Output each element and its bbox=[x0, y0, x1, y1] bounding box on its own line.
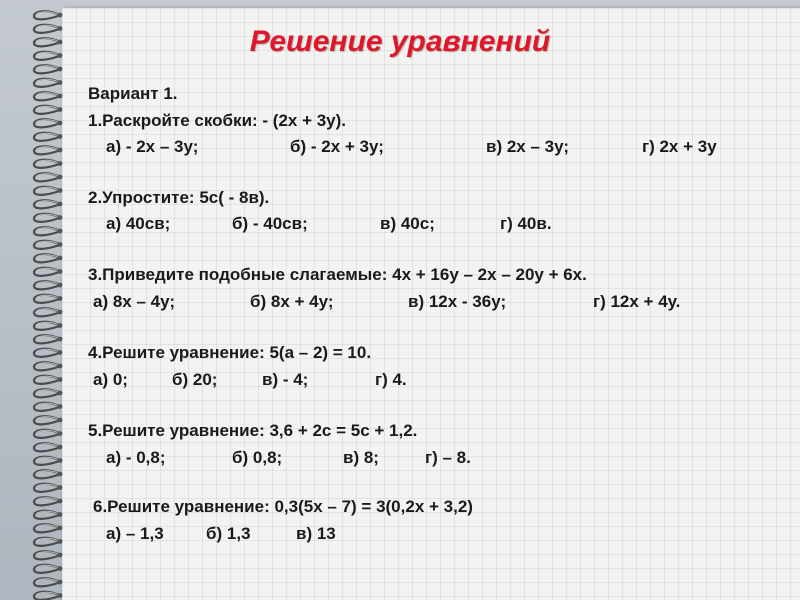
task-4-option-c: в) - 4; bbox=[262, 370, 309, 389]
spiral-ring-icon bbox=[34, 65, 62, 73]
task-6-question: 6.Решите уравнение: 0,3(5х – 7) = 3(0,2х + 3,2) bbox=[93, 497, 473, 516]
task-3-option-a: а) 8х – 4у; bbox=[93, 292, 175, 311]
spiral-ring-icon bbox=[34, 484, 62, 492]
task-3-option-b: б) 8х + 4у; bbox=[250, 292, 334, 311]
spiral-ring-icon bbox=[34, 524, 62, 532]
task-2-option-c: в) 40с; bbox=[380, 214, 435, 233]
spiral-ring-icon bbox=[34, 160, 62, 168]
spiral-ring-icon bbox=[34, 430, 62, 438]
spiral-ring-icon bbox=[34, 335, 62, 343]
spiral-ring-icon bbox=[34, 578, 62, 586]
task-6-option-b: б) 1,3 bbox=[206, 524, 251, 543]
spiral-ring-icon bbox=[34, 362, 62, 370]
task-6-option-a: а) – 1,3 bbox=[106, 524, 164, 543]
spiral-ring-icon bbox=[34, 349, 62, 357]
spiral-ring-icon bbox=[34, 457, 62, 465]
spiral-ring-icon bbox=[34, 11, 62, 19]
spiral-ring-icon bbox=[34, 173, 62, 181]
spiral-ring-icon bbox=[34, 92, 62, 100]
task-1-option-a: а) - 2х – 3у; bbox=[106, 137, 199, 156]
spiral-ring-icon bbox=[34, 443, 62, 451]
spiral-ring-icon bbox=[34, 592, 62, 600]
task-5-option-b: б) 0,8; bbox=[232, 448, 283, 467]
spiral-binding-icon bbox=[28, 4, 68, 600]
spiral-ring-icon bbox=[34, 389, 62, 397]
spiral-ring-icon bbox=[34, 376, 62, 384]
task-3-option-d: г) 12х + 4у. bbox=[593, 292, 681, 311]
task-2-option-b: б) - 40св; bbox=[232, 214, 308, 233]
spiral-ring-icon bbox=[34, 322, 62, 330]
spiral-ring-icon bbox=[34, 268, 62, 276]
task-5-option-c: в) 8; bbox=[343, 448, 379, 467]
variant-label: Вариант 1. bbox=[88, 84, 178, 103]
spiral-ring-icon bbox=[34, 241, 62, 249]
task-1-option-c: в) 2х – 3у; bbox=[486, 137, 569, 156]
task-4-option-a: а) 0; bbox=[93, 370, 128, 389]
task-6-option-c: в) 13 bbox=[296, 524, 336, 543]
spiral-ring-icon bbox=[34, 281, 62, 289]
spiral-ring-icon bbox=[34, 106, 62, 114]
task-5-question: 5.Решите уравнение: 3,6 + 2с = 5с + 1,2. bbox=[88, 421, 418, 440]
task-2-option-a: а) 40св; bbox=[106, 214, 171, 233]
spiral-ring-icon bbox=[34, 187, 62, 195]
spiral-ring-icon bbox=[34, 511, 62, 519]
task-3-option-c: в) 12х - 36у; bbox=[408, 292, 507, 311]
spiral-ring-icon bbox=[34, 308, 62, 316]
spiral-ring-icon bbox=[34, 227, 62, 235]
spiral-ring-icon bbox=[34, 146, 62, 154]
task-4-option-d: г) 4. bbox=[375, 370, 407, 389]
spiral-ring-icon bbox=[34, 538, 62, 546]
spiral-ring-icon bbox=[34, 79, 62, 87]
task-1-option-d: г) 2х + 3у bbox=[642, 137, 717, 156]
page-title: Решение уравнений bbox=[249, 25, 551, 58]
task-5-option-d: г) – 8. bbox=[425, 448, 471, 467]
spiral-ring-icon bbox=[34, 403, 62, 411]
task-4-option-b: б) 20; bbox=[172, 370, 218, 389]
spiral-ring-icon bbox=[34, 416, 62, 424]
task-2-option-d: г) 40в. bbox=[500, 214, 552, 233]
spiral-ring-icon bbox=[34, 133, 62, 141]
spiral-ring-icon bbox=[34, 551, 62, 559]
spiral-ring-icon bbox=[34, 295, 62, 303]
spiral-ring-icon bbox=[34, 254, 62, 262]
task-1-option-b: б) - 2х + 3у; bbox=[290, 137, 384, 156]
spiral-ring-icon bbox=[34, 214, 62, 222]
spiral-ring-icon bbox=[34, 470, 62, 478]
spiral-ring-icon bbox=[34, 119, 62, 127]
spiral-ring-icon bbox=[34, 497, 62, 505]
task-4-question: 4.Решите уравнение: 5(а – 2) = 10. bbox=[88, 343, 372, 362]
task-2-question: 2.Упростите: 5с( - 8в). bbox=[88, 188, 270, 207]
task-5-option-a: а) - 0,8; bbox=[106, 448, 166, 467]
task-3-question: 3.Приведите подобные слагаемые: 4х + 16у – 2х – 20у + 6х. bbox=[88, 265, 587, 284]
spiral-ring-icon bbox=[34, 200, 62, 208]
spiral-ring-icon bbox=[34, 565, 62, 573]
task-1-question: 1.Раскройте скобки: - (2х + 3у). bbox=[88, 111, 347, 130]
